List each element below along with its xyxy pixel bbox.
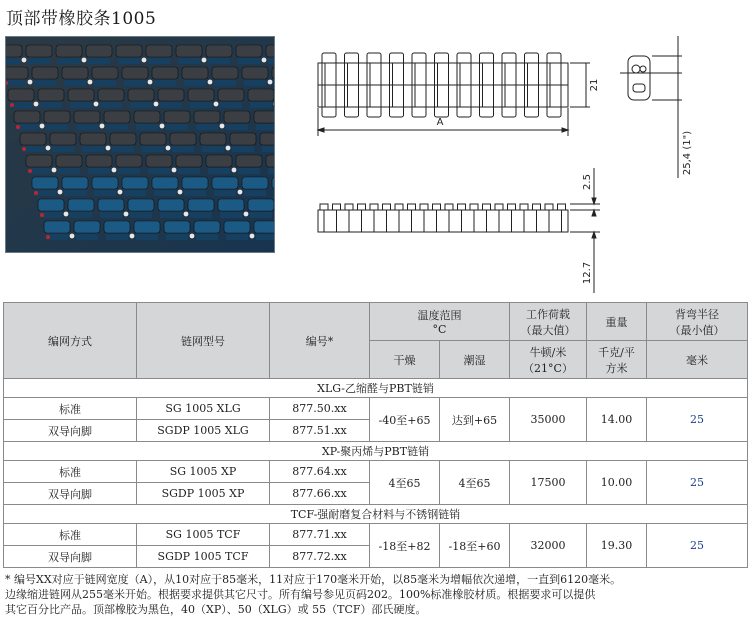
- belt-module-shape: [38, 199, 64, 211]
- belt-base-shape: [244, 80, 266, 86]
- cell-weight: 19.30: [587, 524, 647, 568]
- belt-base-shape: [220, 212, 242, 218]
- pin-end-shape: [214, 102, 219, 107]
- belt-base-shape: [166, 234, 188, 240]
- belt-module-shape: [188, 199, 214, 211]
- belt-module-shape: [164, 111, 190, 123]
- belt-module-shape: [236, 155, 262, 167]
- belt-photo-illustration: [6, 37, 274, 252]
- top-view-drawing: [318, 53, 590, 136]
- belt-module-shape: [56, 45, 82, 57]
- belt-base-shape: [190, 102, 212, 108]
- belt-base-shape: [46, 124, 68, 130]
- dimension-21-label: 21: [589, 78, 600, 92]
- footnote: [5, 572, 747, 617]
- belt-module-shape: [242, 67, 268, 79]
- belt-module-shape: [32, 177, 58, 189]
- belt-base-shape: [226, 234, 248, 240]
- red-pin-end-shape: [34, 191, 38, 195]
- belt-module-shape: [122, 177, 148, 189]
- header-weave: 编网方式: [4, 303, 137, 379]
- belt-module-shape: [206, 45, 232, 57]
- belt-module-shape: [272, 67, 274, 79]
- cell-weave: 双导向脚: [4, 546, 137, 568]
- belt-module-shape: [26, 155, 52, 167]
- belt-module-shape: [200, 133, 226, 145]
- belt-module-shape: [44, 221, 70, 233]
- belt-module-shape: [158, 199, 184, 211]
- cell-weave: 双导向脚: [4, 483, 137, 505]
- red-pin-end-shape: [46, 235, 50, 239]
- cell-code: 877.72.xx: [270, 546, 370, 568]
- belt-module-shape: [8, 89, 34, 101]
- belt-module-shape: [224, 221, 250, 233]
- belt-base-shape: [160, 212, 182, 218]
- belt-module-shape: [248, 89, 274, 101]
- belt-base-shape: [190, 212, 212, 218]
- pin-end-shape: [22, 58, 27, 63]
- cell-wet: 4至65: [440, 461, 510, 505]
- belt-module-shape: [50, 133, 76, 145]
- red-pin-end-shape: [22, 147, 26, 151]
- belt-module-shape: [6, 67, 28, 79]
- pin-end-shape: [88, 80, 93, 85]
- belt-module-shape: [128, 89, 154, 101]
- belt-module-shape: [236, 45, 262, 57]
- belt-base-shape: [268, 168, 274, 174]
- belt-module-shape: [224, 111, 250, 123]
- belt-module-shape: [158, 89, 184, 101]
- belt-base-shape: [136, 124, 158, 130]
- red-pin-end-shape: [40, 213, 44, 217]
- belt-module-shape: [212, 67, 238, 79]
- pin-end-shape: [172, 168, 177, 173]
- belt-base-shape: [88, 58, 110, 64]
- profile-tooth: [320, 204, 328, 210]
- spec-table: [3, 302, 748, 568]
- header-model: 链网型号: [137, 303, 270, 379]
- belt-module-shape: [260, 133, 274, 145]
- belt-module-shape: [146, 155, 172, 167]
- belt-base-shape: [256, 234, 274, 240]
- belt-base-shape: [64, 190, 86, 196]
- belt-module-shape: [98, 199, 124, 211]
- belt-base-shape: [250, 212, 272, 218]
- belt-module-shape: [152, 177, 178, 189]
- belt-base-shape: [106, 234, 128, 240]
- cell-model: SGDP 1005 TCF: [137, 546, 270, 568]
- cell-code: 877.50.xx: [270, 398, 370, 420]
- belt-base-shape: [136, 234, 158, 240]
- profile-tooth: [370, 204, 378, 210]
- product-photo: [5, 36, 275, 253]
- belt-module-shape: [188, 89, 214, 101]
- footnote-line: * 编号XX对应于链网宽度（A），从10对应于85毫米，11对应于170毫米开始，以85毫米为增幅依次递增，一直到6120毫米。: [5, 573, 622, 586]
- pin-end-shape: [244, 212, 249, 217]
- belt-module-shape: [32, 67, 58, 79]
- profile-tooth: [345, 204, 353, 210]
- belt-base-shape: [6, 80, 26, 86]
- pin-end-shape: [112, 168, 117, 173]
- cell-wet: 达到+65: [440, 398, 510, 442]
- belt-module-shape: [140, 133, 166, 145]
- pin-end-shape: [166, 146, 171, 151]
- pin-end-shape: [106, 146, 111, 151]
- belt-module-shape: [92, 177, 118, 189]
- belt-module-shape: [164, 221, 190, 233]
- belt-base-shape: [160, 102, 182, 108]
- belt-module-shape: [176, 155, 202, 167]
- footnote-line: 边缘缩进链网从255毫米开始。根据要求提供其它尺寸。所有编号参见页码202。100%标准橡胶材质。根据要求可以提供: [5, 588, 596, 601]
- belt-base-shape: [6, 58, 20, 64]
- belt-module-shape: [116, 155, 142, 167]
- belt-base-shape: [202, 146, 224, 152]
- red-pin-end-shape: [10, 103, 14, 107]
- belt-module-shape: [104, 111, 130, 123]
- cell-code: 877.66.xx: [270, 483, 370, 505]
- profile-tooth: [533, 204, 541, 210]
- belt-base-shape: [88, 168, 110, 174]
- belt-module-shape: [62, 177, 88, 189]
- cell-radius: 25: [647, 524, 748, 568]
- pin-end-shape: [160, 124, 165, 129]
- profile-tooth: [445, 204, 453, 210]
- belt-module-shape: [86, 45, 112, 57]
- header-radius-unit: 毫米: [647, 341, 748, 379]
- pin-end-shape: [184, 212, 189, 217]
- belt-base-shape: [154, 190, 176, 196]
- header-temp: 温度范围 °C: [370, 303, 510, 341]
- belt-module-shape: [26, 45, 52, 57]
- belt-module-shape: [230, 133, 256, 145]
- cell-weight: 14.00: [587, 398, 647, 442]
- pin-end-shape: [202, 58, 207, 63]
- pin-end-shape: [220, 124, 225, 129]
- profile-tooth: [558, 204, 566, 210]
- belt-module-shape: [44, 111, 70, 123]
- belt-module-shape: [182, 177, 208, 189]
- belt-base-shape: [184, 80, 206, 86]
- belt-base-shape: [100, 102, 122, 108]
- cell-code: 877.64.xx: [270, 461, 370, 483]
- belt-base-shape: [64, 80, 86, 86]
- side-profile-drawing: [318, 168, 600, 293]
- cell-radius: 25: [647, 461, 748, 505]
- dimension-2-5-label: 2.5: [582, 174, 593, 190]
- belt-base-shape: [94, 80, 116, 86]
- belt-module-shape: [62, 67, 88, 79]
- header-wet: 潮湿: [440, 341, 510, 379]
- pin-end-shape: [238, 190, 243, 195]
- belt-module-shape: [104, 221, 130, 233]
- belt-module-shape: [170, 133, 196, 145]
- header-weight: 重量: [587, 303, 647, 341]
- belt-base-shape: [226, 124, 248, 130]
- belt-module-shape: [110, 133, 136, 145]
- belt-base-shape: [70, 212, 92, 218]
- profile-tooth: [433, 204, 441, 210]
- pin-end-shape: [232, 168, 237, 173]
- header-dry: 干燥: [370, 341, 440, 379]
- belt-base-shape: [178, 58, 200, 64]
- belt-module-shape: [212, 177, 238, 189]
- belt-module-shape: [146, 45, 172, 57]
- pin-end-shape: [34, 102, 39, 107]
- dimension-a-label: A: [436, 117, 444, 128]
- profile-tooth: [520, 204, 528, 210]
- pin-end-shape: [148, 80, 153, 85]
- belt-base-shape: [106, 124, 128, 130]
- cell-code: 877.71.xx: [270, 524, 370, 546]
- header-load: 工作荷载 （最大值）: [510, 303, 587, 341]
- belt-base-shape: [118, 168, 140, 174]
- header-radius: 背弯半径 （最小值）: [647, 303, 748, 341]
- belt-base-shape: [166, 124, 188, 130]
- belt-module-shape: [38, 89, 64, 101]
- profile-tooth: [458, 204, 466, 210]
- belt-base-shape: [238, 168, 260, 174]
- pin-end-shape: [82, 58, 87, 63]
- cell-radius: 25: [647, 398, 748, 442]
- belt-module-shape: [254, 111, 274, 123]
- pin-end-shape: [52, 168, 57, 173]
- belt-module-shape: [194, 221, 220, 233]
- belt-base-shape: [208, 58, 230, 64]
- belt-module-shape: [206, 155, 232, 167]
- belt-module-shape: [134, 111, 160, 123]
- cell-load: 32000: [510, 524, 587, 568]
- belt-module-shape: [242, 177, 268, 189]
- belt-base-shape: [238, 58, 260, 64]
- profile-tooth: [383, 204, 391, 210]
- belt-base-shape: [130, 102, 152, 108]
- belt-base-shape: [94, 190, 116, 196]
- belt-module-shape: [98, 89, 124, 101]
- belt-module-shape: [122, 67, 148, 79]
- belt-base-shape: [148, 58, 170, 64]
- cell-weave: 标准: [4, 398, 137, 420]
- profile-tooth: [395, 204, 403, 210]
- pin-end-shape: [100, 124, 105, 129]
- pin-end-shape: [40, 124, 45, 129]
- belt-base-shape: [172, 146, 194, 152]
- belt-base-shape: [124, 190, 146, 196]
- belt-module-shape: [128, 199, 154, 211]
- belt-base-shape: [70, 102, 92, 108]
- pin-end-shape: [208, 80, 213, 85]
- belt-module-shape: [248, 199, 274, 211]
- group-title: XP-聚丙烯与PBT链销: [4, 442, 748, 461]
- profile-tooth: [495, 204, 503, 210]
- belt-base-shape: [118, 58, 140, 64]
- belt-module-shape: [176, 45, 202, 57]
- belt-base-shape: [250, 102, 272, 108]
- profile-tooth: [483, 204, 491, 210]
- belt-base-shape: [262, 146, 274, 152]
- belt-base-shape: [196, 124, 218, 130]
- belt-base-shape: [148, 168, 170, 174]
- belt-module-shape: [56, 155, 82, 167]
- belt-base-shape: [154, 80, 176, 86]
- page-title: 顶部带橡胶条1005: [6, 9, 157, 29]
- belt-base-shape: [76, 234, 98, 240]
- pin-end-shape: [94, 102, 99, 107]
- side-link-drawing: [620, 36, 682, 178]
- cell-code: 877.51.xx: [270, 420, 370, 442]
- belt-base-shape: [178, 168, 200, 174]
- cell-dry: -18至+82: [370, 524, 440, 568]
- belt-module-shape: [266, 45, 274, 57]
- cell-load: 17500: [510, 461, 587, 505]
- belt-module-shape: [194, 111, 220, 123]
- footnote-line: 其它百分比产品。顶部橡胶为黑色，40（XP）、50（XLG）或 55（TCF）邵氏硬度。: [5, 603, 427, 616]
- pin-end-shape: [190, 234, 195, 239]
- profile-tooth: [358, 204, 366, 210]
- pin-end-shape: [118, 190, 123, 195]
- cell-model: SG 1005 XP: [137, 461, 270, 483]
- group-title: TCF-强耐磨复合材料与不锈钢链销: [4, 505, 748, 524]
- cell-weave: 标准: [4, 461, 137, 483]
- belt-base-shape: [268, 58, 274, 64]
- cell-dry: -40至+65: [370, 398, 440, 442]
- belt-module-shape: [14, 111, 40, 123]
- pin-end-shape: [124, 212, 129, 217]
- pin-end-shape: [262, 58, 267, 63]
- pin-end-shape: [226, 146, 231, 151]
- technical-drawings: [290, 28, 750, 298]
- belt-module-shape: [68, 199, 94, 211]
- cell-model: SG 1005 TCF: [137, 524, 270, 546]
- belt-base-shape: [58, 58, 80, 64]
- belt-module-shape: [182, 67, 208, 79]
- cell-model: SG 1005 XLG: [137, 398, 270, 420]
- belt-base-shape: [112, 146, 134, 152]
- header-code: 编号*: [270, 303, 370, 379]
- pin-end-shape: [142, 58, 147, 63]
- pin-end-shape: [250, 234, 255, 239]
- belt-base-shape: [58, 168, 80, 174]
- belt-base-shape: [232, 146, 254, 152]
- cell-load: 35000: [510, 398, 587, 442]
- cell-wet: -18至+60: [440, 524, 510, 568]
- belt-base-shape: [28, 58, 50, 64]
- red-pin-end-shape: [28, 169, 32, 173]
- header-weight-unit: 千克/平 方米: [587, 341, 647, 379]
- pin-end-shape: [154, 102, 159, 107]
- pin-end-shape: [64, 212, 69, 217]
- belt-module-shape: [218, 89, 244, 101]
- belt-base-shape: [256, 124, 274, 130]
- profile-tooth: [420, 204, 428, 210]
- profile-tooth: [545, 204, 553, 210]
- cell-weight: 10.00: [587, 461, 647, 505]
- pin-end-shape: [58, 190, 63, 195]
- belt-base-shape: [52, 146, 74, 152]
- belt-base-shape: [244, 190, 266, 196]
- belt-base-shape: [196, 234, 218, 240]
- header-load-unit: 牛顿/米 （21°C）: [510, 341, 587, 379]
- cell-model: SGDP 1005 XP: [137, 483, 270, 505]
- belt-base-shape: [220, 102, 242, 108]
- group-title: XLG-乙缩醛与PBT链销: [4, 379, 748, 398]
- profile-tooth: [408, 204, 416, 210]
- belt-module-shape: [6, 45, 22, 57]
- pin-end-shape: [130, 234, 135, 239]
- red-pin-end-shape: [16, 125, 20, 129]
- belt-base-shape: [208, 168, 230, 174]
- belt-module-shape: [254, 221, 274, 233]
- belt-module-shape: [92, 67, 118, 79]
- dimension-25-4-label: 25,4 (1"): [682, 130, 693, 176]
- belt-base-shape: [130, 212, 152, 218]
- belt-base-shape: [34, 80, 56, 86]
- pin-end-shape: [70, 234, 75, 239]
- belt-base-shape: [100, 212, 122, 218]
- belt-base-shape: [76, 124, 98, 130]
- belt-module-shape: [74, 111, 100, 123]
- belt-module-shape: [152, 67, 178, 79]
- belt-module-shape: [20, 133, 46, 145]
- pin-end-shape: [28, 80, 33, 85]
- belt-base-shape: [184, 190, 206, 196]
- belt-module-shape: [272, 177, 274, 189]
- belt-module-shape: [74, 221, 100, 233]
- belt-module-shape: [68, 89, 94, 101]
- dimension-12-7-label: 12.7: [582, 261, 593, 285]
- cell-weave: 标准: [4, 524, 137, 546]
- belt-base-shape: [214, 80, 236, 86]
- pin-end-shape: [46, 146, 51, 151]
- belt-base-shape: [82, 146, 104, 152]
- cell-dry: 4至65: [370, 461, 440, 505]
- belt-module-shape: [218, 199, 244, 211]
- belt-base-shape: [124, 80, 146, 86]
- belt-base-shape: [214, 190, 236, 196]
- belt-base-shape: [142, 146, 164, 152]
- cell-weave: 双导向脚: [4, 420, 137, 442]
- belt-module-shape: [116, 45, 142, 57]
- belt-module-shape: [80, 133, 106, 145]
- profile-tooth: [470, 204, 478, 210]
- profile-tooth: [508, 204, 516, 210]
- cell-model: SGDP 1005 XLG: [137, 420, 270, 442]
- belt-module-shape: [86, 155, 112, 167]
- pin-end-shape: [268, 80, 273, 85]
- belt-module-shape: [134, 221, 160, 233]
- belt-base-shape: [40, 102, 62, 108]
- belt-module-shape: [266, 155, 274, 167]
- pin-end-shape: [178, 190, 183, 195]
- profile-tooth: [333, 204, 341, 210]
